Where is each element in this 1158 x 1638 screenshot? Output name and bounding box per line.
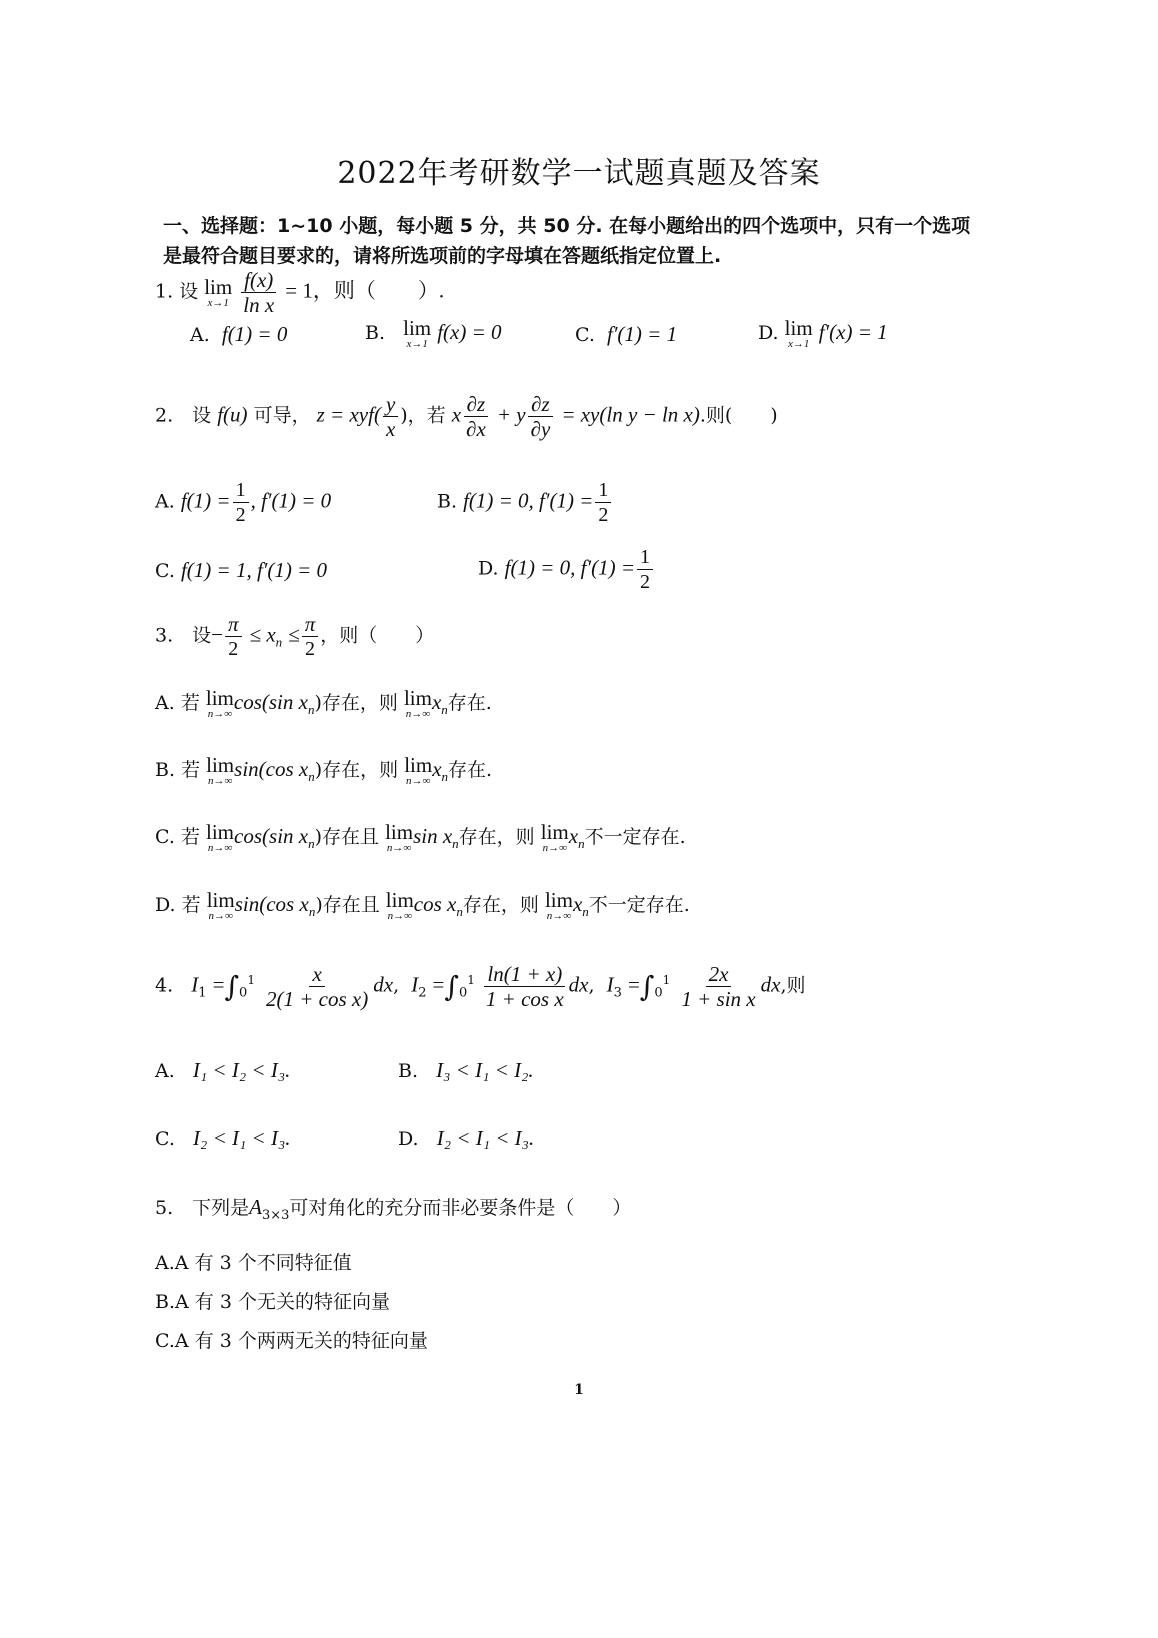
q1-rhs: = 1，则（ ）. <box>285 278 445 303</box>
q2-option-b: B. f(1) = 0, f′(1) = $\frac{1}{2}$ <box>437 478 613 527</box>
q5-option-a: A.A 有 3 个不同特征值 <box>155 1252 352 1274</box>
q1-option-d: D. lim x→1 f′(x) = 1 <box>758 316 888 350</box>
q1-option-c: C. f′(1) = 1 <box>575 322 678 346</box>
q4-option-b: B. I₃ < I₁ < I₂. <box>398 1058 534 1082</box>
q3-option-c: C. 若 lim n→∞ cos(sin $x_n$)存在且 lim n→∞ $\sin x_n$存在，则 lim n→∞ $x_n$不一定存在. <box>155 820 686 854</box>
q4-option-c: C. I₂ < I₁ < I₃. <box>155 1126 291 1150</box>
q2-option-c: C. f(1) = 1, f′(1) = 0 <box>155 558 328 582</box>
q3-option-a: A. 若 lim n→∞ cos(sin $x_n$)存在，则 lim n→∞ $x_n$存在. <box>155 686 492 720</box>
q3-option-b: B. 若 lim n→∞ sin(cos $x_n$)存在，则 lim n→∞ $x_n$存在. <box>155 753 493 787</box>
question-4-stem: 4. $I_1 =\int_0^1$ $\frac{x}{\text{2(1 + cos x)}}$ dx, $I_2 =\int_0^1$ $\frac{\ln(1 + x)}{\text{1 + cos x}}$ dx, $I_3 =\int_0^1$ $\frac{2x}{\text{1 + sin x}}$ dx,则 <box>155 962 806 1011</box>
q2-option-d: D. f(1) = 0, f′(1) = $\frac{1}{2}$ <box>478 545 655 594</box>
question-3-stem: 3. 设− $\frac{\pi}{2}$ ≤ $x_n$ ≤ $\frac{\pi}{2}$ ，则（ ） <box>155 612 435 660</box>
q2-option-a: A. f(1) = $\frac{1}{2}$ , f′(1) = 0 <box>155 479 332 526</box>
section-instructions-line2: 是最符合题目要求的，请将所选项前的字母填在答题纸指定位置上. <box>163 245 722 267</box>
q1-option-a: A. f(1) = 0 <box>190 322 288 346</box>
page-number: 1 <box>574 1382 584 1398</box>
q1-option-b: B. lim x→1 f(x) = 0 <box>365 316 502 350</box>
q1-fraction: $\frac{f(x)}{\text{ln x}}$ <box>240 268 277 317</box>
section-instructions-line1: 一、选择题：1~10 小题，每小题 5 分，共 50 分. 在每小题给出的四个选项中，只有一个选项 <box>163 215 971 237</box>
page-title: 2022年考研数学一试题真题及答案 <box>337 156 821 191</box>
q5-option-b: B.A 有 3 个无关的特征向量 <box>155 1291 390 1313</box>
question-5-stem: 5. 下列是$A_{3\times 3}$可对角化的充分而非必要条件是（ ） <box>155 1195 632 1223</box>
q5-option-c: C.A 有 3 个两两无关的特征向量 <box>155 1330 428 1352</box>
q4-option-d: D. I₂ < I₁ < I₃. <box>398 1126 535 1150</box>
question-2-stem: 2. 设 f(u) 可导， z = xyf( $\frac{y}{x}$ )，若 x $\frac{\partial z}{\partial x}$ + y $\frac{\partial z}{\partial y}$ = xy(ln y − ln x).则( ) <box>155 392 778 441</box>
question-1-stem <box>155 268 444 317</box>
q1-limit: lim x→1 <box>204 274 233 309</box>
q4-option-a: A. I₁ < I₂ < I₃. <box>155 1058 291 1082</box>
q1-prefix: 1. 设 <box>155 280 199 303</box>
q3-option-d: D. 若 lim n→∞ sin(cos $x_n$)存在且 lim n→∞ $\cos x_n$存在，则 lim n→∞ $x_n$不一定存在. <box>155 888 690 922</box>
